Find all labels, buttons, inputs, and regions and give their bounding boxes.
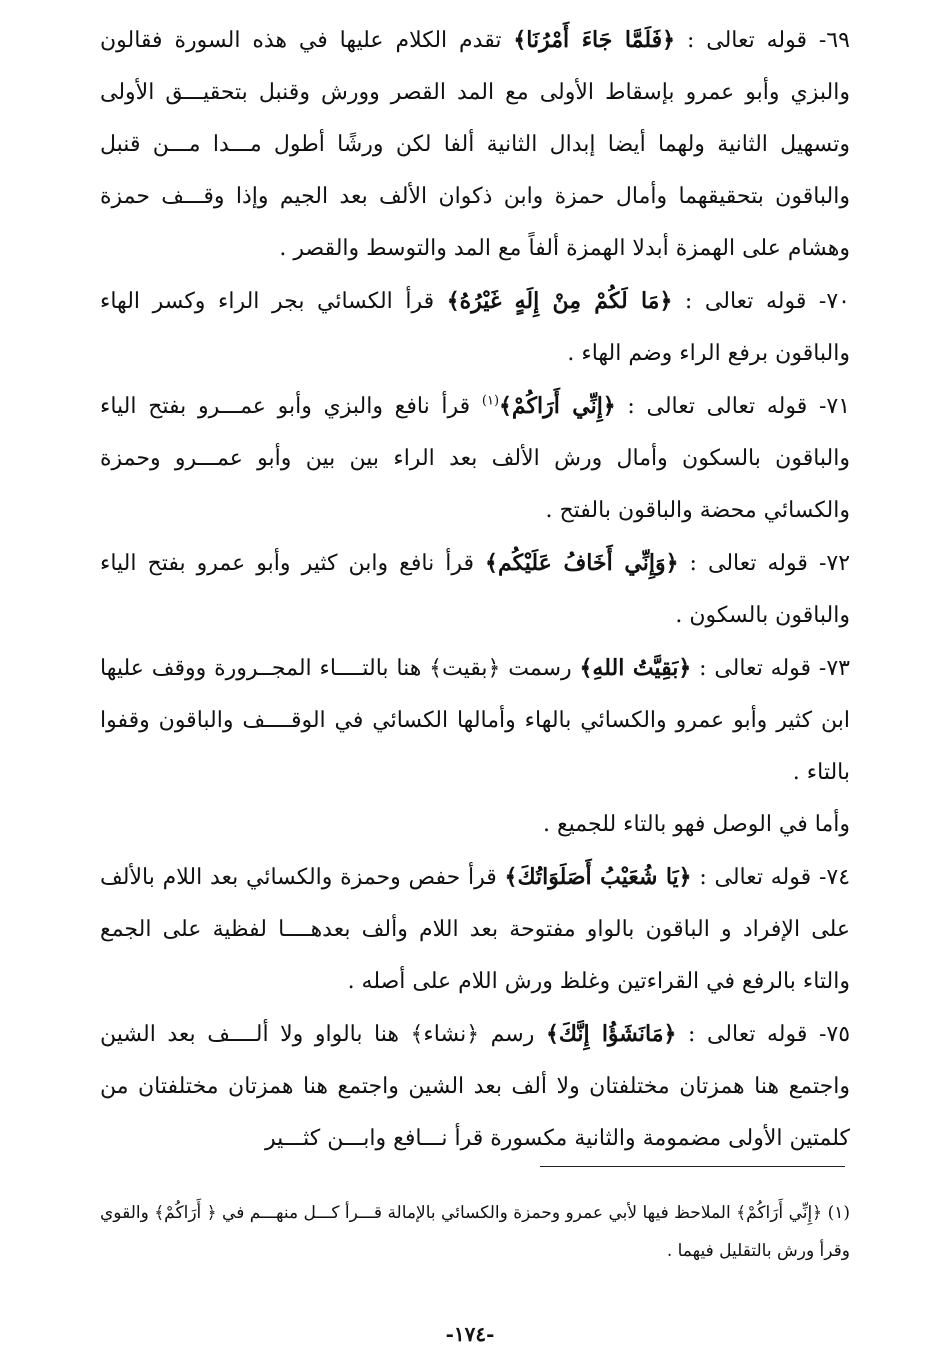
quran-verse: ﴿بَقِيَّتُ اللهِ﴾ [579, 655, 692, 681]
paragraph-intro: قوله تعالى : [684, 289, 807, 314]
quran-verse: ﴿مَانَشَؤُا إِنَّكَ﴾ [545, 1021, 677, 1047]
quran-verse: ﴿مَا لَكُمْ مِنْ إِلَهٍ غَيْرُهُ﴾ [446, 288, 673, 314]
paragraph-70 [100, 275, 850, 380]
paragraph-number: ٦٩- [818, 28, 850, 53]
paragraph-72 [100, 537, 850, 642]
paragraph-71 [100, 380, 850, 537]
paragraph-text: تقدم الكلام عليها في هذه السورة فقالون والبزي وأبو عمرو بإسقاط الأولى مع المد القصر وورش وقنبل بتحقيـــق الأولى وتسهيل الثانية ولهما أيضا إبدال الثانية ألفا لكن ورشًا أطول مـــدا مـــن قنبل والباقون بتحقيقهما وأمال حمزة وابن ذكوان الألف بعد الجيم وإذا وقـــف حمزة وهشام على الهمزة أبدلا الهمزة ألفاً مع المد والتوسط والقصر . [100, 28, 850, 261]
paragraph-text: وأما في الوصل فهو بالتاء للجميع . [542, 812, 850, 837]
footnote-text: ﴿إِنِّي أَرَاكُمْ﴾ الملاحظ فيها لأبي عمرو وحمزة والكسائي بالإمالة قـــرأ كـــل منهـــم في ﴿ أَرَاكُمْ﴾ والقوي وقرأ ورش بالتقليل فيهما . [100, 1203, 850, 1261]
paragraph-number: ٧١- [818, 394, 851, 419]
paragraph-intro: قوله تعالى تعالى : [627, 394, 808, 419]
paragraph-intro: قوله تعالى : [699, 865, 812, 890]
paragraph-text: قرأ نافع والبزي وأبو عمـــرو بفتح الياء والباقون بالسكون وأمال ورش الألف بعد الراء بين بين وأبو عمـــرو وحمزة والكسائي محضة والباقون بالفتح . [100, 394, 850, 523]
paragraph-intro: قوله تعالى : [686, 28, 808, 53]
paragraph-text: قرأ حفص وحمزة والكسائي بعد اللام بالألف على الإفراد و الباقون بالواو مفتوحة بعد اللام وألف بعدهــــا لفظية على الجمع والتاء بالرفع في القراءتين وغلظ ورش اللام على أصله . [100, 865, 850, 994]
quran-verse: ﴿فَلَمَّا جَاءَ أَمْرُنَا﴾ [513, 27, 676, 53]
paragraph-number: ٧٥- [818, 1022, 851, 1047]
main-text [100, 14, 850, 1165]
quran-verse: ﴿يَا شُعَيْبُ أَصَلَوَاتُكَ﴾ [504, 864, 692, 890]
quran-verse: ﴿وَإِنِّي أَخَافُ عَلَيْكُم﴾ [485, 550, 679, 576]
paragraph-number: ٧٠- [818, 289, 850, 314]
quran-verse: ﴿إِنِّي أَرَاكُمْ﴾ [499, 393, 616, 419]
paragraph-number: ٧٣- [818, 656, 850, 681]
paragraph-intro: قوله تعالى : [688, 1022, 808, 1047]
paragraph-text: رسم ﴿نشاء﴾ هنا بالواو ولا ألــــف بعد الشين واجتمع هنا همزتان مختلفتان ولا ألف بعد الشين واجتمع هنا همزتان مختلفتان من كلمتين الأولى مضمومة والثانية مكسورة قرأ نـــافع وابـــن كثـــير [100, 1022, 850, 1151]
paragraph-75 [100, 1008, 850, 1165]
paragraph-number: ٧٤- [818, 865, 851, 890]
footnotes [100, 1194, 850, 1270]
paragraph-intro: قوله تعالى : [689, 551, 808, 576]
page-number: -١٧٤- [445, 1322, 495, 1346]
paragraph-73 [100, 642, 850, 799]
footnote-reference: (١) [481, 393, 500, 409]
paragraph-text: رسمت ﴿بقيت﴾ هنا بالتــــاء المجــرورة ووقف عليها ابن كثير وأبو عمرو والكسائي بالهاء وأمالها الكسائي في الوقــــف والباقون وقفوا بالتاء . [100, 656, 851, 785]
paragraph-text: قرأ نافع وابن كثير وأبو عمرو بفتح الياء والباقون بالسكون . [100, 551, 850, 628]
paragraph-69 [100, 14, 850, 275]
paragraph-number: ٧٢- [818, 551, 851, 576]
footnote-1 [100, 1194, 850, 1270]
paragraph-74 [100, 851, 850, 1008]
paragraph-text: قرأ الكسائي بجر الراء وكسر الهاء والباقون برفع الراء وضم الهاء . [100, 289, 850, 366]
paragraph-intro: قوله تعالى : [699, 656, 812, 681]
footnote-divider [540, 1166, 845, 1167]
paragraph-73-continuation [100, 799, 850, 851]
footnote-marker: (١) [827, 1203, 851, 1223]
